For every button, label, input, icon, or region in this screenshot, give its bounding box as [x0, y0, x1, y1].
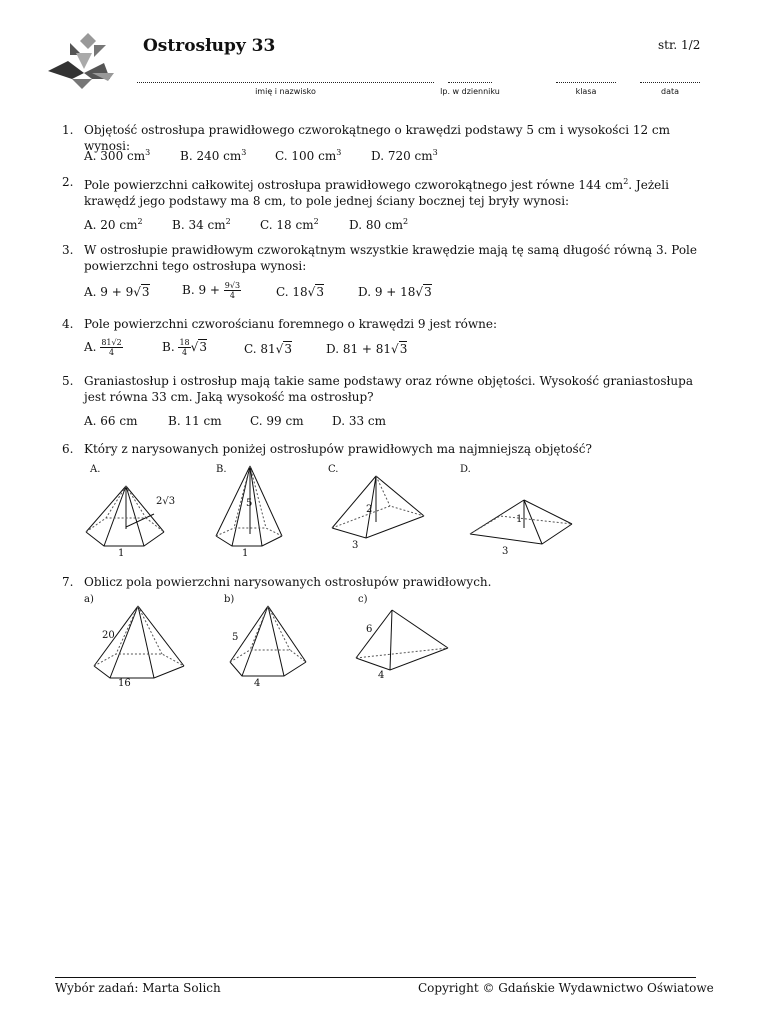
question-1: [62, 122, 702, 162]
pyramid-figure-7b[interactable]: b) 5 4: [222, 592, 322, 692]
question-number: 5.: [62, 374, 74, 388]
base-label: 3: [502, 546, 509, 557]
hexagonal-pyramid-drawing: [80, 592, 190, 692]
page-number: str. 1/2: [658, 38, 701, 52]
question-3: [62, 242, 702, 304]
question-2: [62, 174, 702, 230]
question-text: Graniastosłup i ostrosłup mają takie same podstawy oraz równe objętości. Wysokość graniastosłupa jest równa 33 cm. Jaką wysokość ma ostrosłup?: [84, 374, 693, 404]
answer-b[interactable]: B. 240 $cm^3$: [180, 148, 247, 163]
answer-c[interactable]: C. 81√3: [244, 342, 292, 356]
date-field[interactable]: [640, 72, 700, 83]
question-7: [62, 574, 702, 592]
answer-d[interactable]: D. 9 + 18√3: [358, 285, 432, 299]
question-text: Objętość ostrosłupa prawidłowego czworokątnego o krawędzi podstawy 5 cm i wysokości 12 cm wynosi:: [84, 123, 671, 153]
page-title: Ostrosłupy 33: [143, 36, 276, 56]
height-label: 2: [366, 504, 373, 515]
answer-a[interactable]: A. 20 $cm^2$: [84, 217, 143, 232]
footer-divider: [55, 977, 696, 978]
base-label: 1: [118, 548, 125, 559]
answer-a[interactable]: A. 9 + 9√3: [84, 285, 150, 299]
pyramid-figure-c[interactable]: C. 2 3: [324, 462, 434, 562]
base-label: 1: [242, 548, 249, 559]
date-field-label: data: [660, 87, 680, 96]
class-field-label: klasa: [575, 87, 597, 96]
pyramid-figure-b[interactable]: B. 5 1: [210, 462, 300, 562]
hexagonal-pyramid-drawing: [80, 462, 180, 562]
answer-d[interactable]: D. 720 $cm^3$: [371, 148, 438, 163]
answer-c[interactable]: C. 99 cm: [250, 414, 304, 428]
edge-label: 6: [366, 624, 373, 635]
question-text: Oblicz pola powierzchni narysowanych ostrosłupów prawidłowych.: [84, 575, 492, 589]
pyramid-figure-7c[interactable]: c) 6 4: [352, 592, 452, 692]
register-field-label: lp. w dzienniku: [440, 87, 500, 96]
question-number: 6.: [62, 442, 74, 456]
square-pyramid-drawing: [324, 462, 434, 562]
name-field-label: imię i nazwisko: [255, 87, 316, 96]
answer-d[interactable]: D. 33 cm: [332, 414, 387, 428]
pyramid-figure-d[interactable]: D. 1 3: [456, 462, 576, 562]
question-4: [62, 316, 702, 360]
question-5: [62, 373, 702, 429]
edge-label: 2√3: [156, 496, 176, 507]
answer-d[interactable]: D. 80 $cm^2$: [349, 217, 409, 232]
answer-d[interactable]: D. 81 + 81√3: [326, 342, 408, 356]
edge-label: 5: [232, 632, 239, 643]
question-text: W ostrosłupie prawidłowym czworokątnym wszystkie krawędzie mają tę samą długość równą 3. Pole powierzchni tego ostrosłupa wynosi:: [84, 243, 697, 273]
name-field[interactable]: [137, 72, 434, 83]
question-number: 3.: [62, 243, 74, 257]
question-number: 7.: [62, 575, 74, 589]
tetrahedron-drawing: [352, 592, 452, 692]
answer-b[interactable]: B. 11 cm: [168, 414, 222, 428]
footer-copyright: Copyright © Gdańskie Wydawnictwo Oświatowe: [418, 981, 714, 995]
base-label: 3: [352, 540, 359, 551]
base-label: 4: [378, 670, 385, 681]
answer-b[interactable]: B. 9 + $\frac{9√3}{4}$: [182, 281, 241, 300]
height-label: 1: [516, 514, 523, 525]
edge-label: 20: [102, 630, 115, 641]
answer-c[interactable]: C. 18 $cm^2$: [260, 217, 319, 232]
hexagonal-pyramid-drawing: [210, 462, 300, 562]
answer-b[interactable]: B. 34 $cm^2$: [172, 217, 231, 232]
answer-b[interactable]: B. $\frac{18}{4}$ √3: [162, 338, 207, 357]
base-label: 16: [118, 678, 131, 689]
class-field[interactable]: [556, 72, 616, 83]
answer-c[interactable]: C. 100 $cm^3$: [275, 148, 342, 163]
publisher-logo: [48, 33, 114, 89]
square-pyramid-drawing: [456, 462, 576, 562]
answer-a[interactable]: A. $\frac{81√2}{4}$: [84, 338, 122, 357]
pyramid-figure-a[interactable]: A. 2√3 1: [80, 462, 180, 562]
footer-author: Wybór zadań: Marta Solich: [55, 981, 221, 995]
question-6: [62, 441, 702, 459]
question-number: 4.: [62, 317, 74, 331]
question-text: Który z narysowanych poniżej ostrosłupów prawidłowych ma najmniejszą objętość?: [84, 442, 592, 456]
question-number: 1.: [62, 123, 74, 137]
pyramid-figure-7a[interactable]: a) 20 16: [80, 592, 190, 692]
question-number: 2.: [62, 175, 74, 189]
answer-a[interactable]: A. 300 $cm^3$: [84, 148, 151, 163]
height-label: 5: [246, 498, 253, 509]
register-number-field[interactable]: [448, 72, 492, 83]
answer-a[interactable]: A. 66 cm: [84, 414, 138, 428]
question-text: Pole powierzchni czworościanu foremnego o krawędzi 9 jest równe:: [84, 317, 498, 331]
answer-c[interactable]: C. 18√3: [276, 285, 324, 299]
base-label: 4: [254, 678, 261, 689]
question-text: Pole powierzchni całkowitej ostrosłupa prawidłowego czworokątnego jest równe 144 $cm^2$. Jeżeli krawędź jego podstawy ma 8 cm, to pole jednej ściany bocznej tej bryły wynosi:: [84, 177, 669, 208]
